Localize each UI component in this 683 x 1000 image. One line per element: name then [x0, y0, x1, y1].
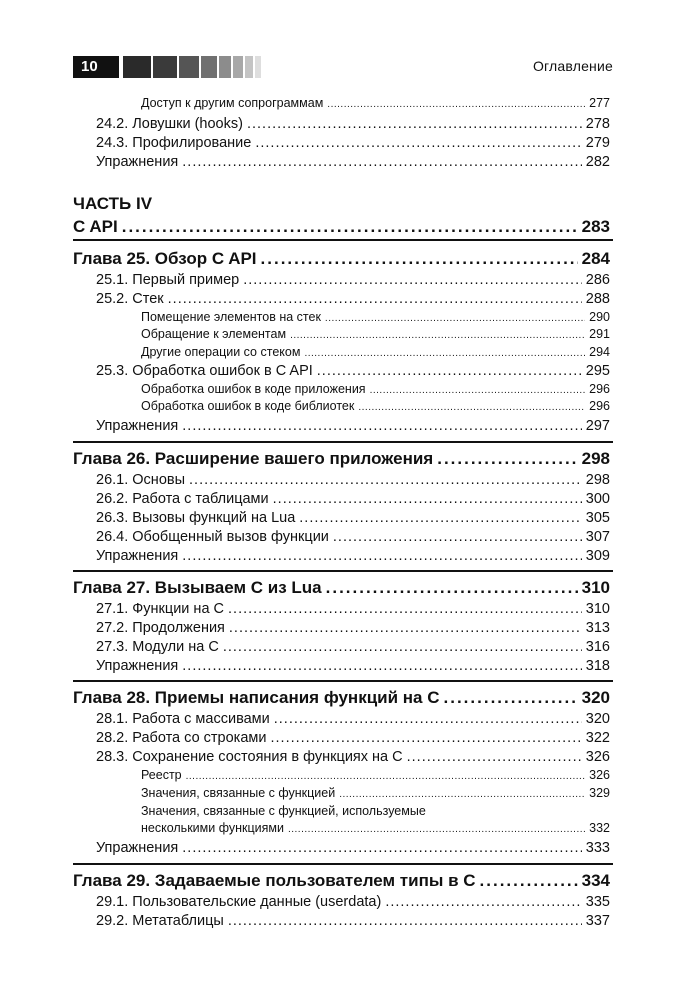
running-title: Оглавление: [532, 58, 613, 74]
toc-entry-title: Значения, связанные с функцией, используемые: [141, 804, 426, 818]
toc-entry-title: 24.2. Ловушки (hooks): [96, 116, 243, 132]
leader-dots: [437, 449, 577, 469]
toc-entry[interactable]: [96, 730, 610, 746]
toc-entry-title: Упражнения: [96, 418, 179, 434]
leader-dots: [290, 327, 585, 341]
toc-entry-title: Значения, связанные с функцией: [141, 786, 336, 800]
leader-dots: [228, 913, 582, 929]
toc-entry-title: 26.4. Обобщенный вызов функции: [96, 529, 329, 545]
divider: [73, 239, 613, 241]
toc-entry-title: 27.3. Модули на C: [96, 639, 219, 655]
divider: [73, 680, 613, 682]
leader-dots: [182, 548, 582, 564]
leader-dots: [182, 658, 582, 674]
leader-dots: [370, 382, 586, 396]
toc-entry[interactable]: [141, 399, 610, 413]
toc-chapter[interactable]: [73, 578, 610, 598]
toc-entry-title: 28.3. Сохранение состояния в функциях на C: [96, 749, 403, 765]
toc-entry-page: 296: [589, 399, 610, 413]
toc-entry-page: 316: [585, 639, 610, 655]
toc-entry-page: 298: [585, 472, 610, 488]
toc-entry-title: Упражнения: [96, 658, 179, 674]
toc-entry-page: 307: [585, 529, 610, 545]
toc-entry-title: 24.3. Профилирование: [96, 135, 252, 151]
leader-dots: [228, 601, 582, 617]
toc-entry-title: Обращение к элементам: [141, 327, 287, 341]
part-label: ЧАСТЬ IV: [73, 194, 153, 213]
toc-entry-title: 28.1. Работа с массивами: [96, 711, 270, 727]
chapter-page: 320: [581, 688, 610, 707]
chapter-page: 298: [581, 449, 610, 468]
leader-dots: [182, 154, 582, 170]
toc-entry-page: 318: [585, 658, 610, 674]
chapter-title: Глава 28. Приемы написания функций на C: [73, 688, 440, 707]
toc-entry-title: 26.1. Основы: [96, 472, 186, 488]
toc-entry-title: 25.1. Первый пример: [96, 272, 240, 288]
divider: [73, 441, 613, 443]
leader-dots: [182, 418, 582, 434]
toc-entry[interactable]: [96, 749, 610, 765]
toc-entry[interactable]: [96, 291, 610, 307]
leader-dots: [223, 639, 582, 655]
leader-dots: [407, 749, 582, 765]
toc-entry-title: Упражнения: [96, 840, 179, 856]
toc-entry[interactable]: [96, 601, 610, 617]
toc-entry-page: 333: [585, 840, 610, 856]
toc-entry[interactable]: [141, 821, 610, 835]
toc-entry[interactable]: [96, 548, 610, 564]
toc-entry[interactable]: [141, 768, 610, 782]
toc-entry[interactable]: [96, 658, 610, 674]
leader-dots: [333, 529, 582, 545]
chapter-title: Глава 29. Задаваемые пользователем типы в C: [73, 871, 476, 890]
header-decoration: [123, 56, 263, 78]
toc-entry-title: 27.1. Функции на C: [96, 601, 225, 617]
toc-entry[interactable]: [96, 840, 610, 856]
toc-entry[interactable]: [141, 96, 610, 110]
toc-entry[interactable]: [141, 327, 610, 341]
toc-entry-page: 291: [589, 327, 610, 341]
toc-entry[interactable]: [96, 620, 610, 636]
toc-entry-page: 329: [589, 786, 610, 800]
toc-entry-page: 320: [585, 711, 610, 727]
chapter-page: 284: [581, 249, 610, 268]
leader-dots: [182, 840, 582, 856]
toc-entry-page: 290: [589, 310, 610, 324]
leader-dots: [385, 894, 581, 910]
leader-dots: [247, 116, 582, 132]
leader-dots: [274, 711, 582, 727]
toc-entry-title: 29.1. Пользовательские данные (userdata): [96, 894, 382, 910]
toc-entry-page: 294: [589, 345, 610, 359]
toc-entry[interactable]: [141, 310, 610, 324]
toc-entry[interactable]: [96, 491, 610, 507]
toc-entry[interactable]: [96, 272, 610, 288]
leader-dots: [229, 620, 582, 636]
toc-entry-page: 332: [589, 821, 610, 835]
toc-entry-title: Помещение элементов на стек: [141, 310, 321, 324]
toc-entry[interactable]: [141, 786, 610, 800]
toc-entry[interactable]: [96, 363, 610, 379]
leader-dots: [168, 291, 582, 307]
leader-dots: [273, 491, 582, 507]
toc-entry-page: 326: [589, 768, 610, 782]
toc-entry-page: 310: [585, 601, 610, 617]
leader-dots: [327, 96, 585, 110]
toc-entry-page: 300: [585, 491, 610, 507]
toc-entry-title: 25.2. Стек: [96, 291, 164, 307]
leader-dots: [325, 310, 585, 324]
toc-entry-title: 26.3. Вызовы функций на Lua: [96, 510, 296, 526]
toc-entry-page: 309: [585, 548, 610, 564]
toc-chapter[interactable]: [73, 449, 610, 469]
toc-entry[interactable]: [141, 804, 610, 818]
leader-dots: [339, 786, 585, 800]
toc-entry-page: 277: [589, 96, 610, 110]
leader-dots: [270, 730, 581, 746]
toc-entry[interactable]: [96, 913, 610, 929]
leader-dots: [444, 688, 578, 708]
leader-dots: [288, 821, 585, 835]
toc-entry-page: 296: [589, 382, 610, 396]
chapter-title: Глава 25. Обзор C API: [73, 249, 257, 268]
toc-entry[interactable]: [96, 711, 610, 727]
toc-chapter[interactable]: [73, 249, 610, 269]
leader-dots: [186, 768, 586, 782]
leader-dots: [261, 249, 578, 269]
toc-entry-page: 313: [585, 620, 610, 636]
toc-entry[interactable]: [141, 345, 610, 359]
divider: [73, 570, 613, 572]
toc-entry[interactable]: [96, 116, 610, 132]
page-number: 10: [73, 56, 119, 78]
leader-dots: [189, 472, 582, 488]
toc-entry-page: 297: [585, 418, 610, 434]
toc-entry-title: Реестр: [141, 768, 182, 782]
toc-entry[interactable]: [96, 529, 610, 545]
leader-dots: [358, 399, 585, 413]
leader-dots: [255, 135, 581, 151]
toc-entry-title: Упражнения: [96, 548, 179, 564]
toc-entry-title: Упражнения: [96, 154, 179, 170]
toc-entry-page: 288: [585, 291, 610, 307]
page-header: [73, 56, 613, 78]
toc-entry[interactable]: [96, 510, 610, 526]
toc-entry-title: 26.2. Работа с таблицами: [96, 491, 269, 507]
part-title: C API: [73, 217, 118, 236]
toc-chapter[interactable]: [73, 688, 610, 708]
toc-entry[interactable]: [96, 472, 610, 488]
leader-dots: [299, 510, 582, 526]
toc-entry-title: Доступ к другим сопрограммам: [141, 96, 324, 110]
toc-entry-page: 278: [585, 116, 610, 132]
part-page: 283: [581, 217, 610, 236]
toc-entry[interactable]: [141, 382, 610, 396]
toc-entry[interactable]: [96, 418, 610, 434]
divider: [73, 863, 613, 865]
toc-entry-title: Другие операции со стеком: [141, 345, 301, 359]
leader-dots: [317, 363, 582, 379]
leader-dots: [304, 345, 585, 359]
toc-entry[interactable]: [96, 135, 610, 151]
toc-entry-page: 335: [585, 894, 610, 910]
toc-entry[interactable]: [96, 894, 610, 910]
leader-dots: [122, 217, 578, 237]
toc-entry[interactable]: [96, 639, 610, 655]
toc-entry-title: 28.2. Работа со строками: [96, 730, 267, 746]
leader-dots: [480, 871, 578, 891]
toc-entry-page: 337: [585, 913, 610, 929]
toc-entry-title: несколькими функциями: [141, 821, 284, 835]
toc-entry-page: 322: [585, 730, 610, 746]
toc-entry-page: 305: [585, 510, 610, 526]
toc-entry-title: Обработка ошибок в коде библиотек: [141, 399, 355, 413]
toc-entry-page: 282: [585, 154, 610, 170]
leader-dots: [243, 272, 582, 288]
toc-entry-title: 25.3. Обработка ошибок в C API: [96, 363, 313, 379]
toc-entry-title: 29.2. Метатаблицы: [96, 913, 224, 929]
toc-chapter[interactable]: [73, 871, 610, 891]
toc-entry-page: 295: [585, 363, 610, 379]
toc-entry[interactable]: [96, 154, 610, 170]
chapter-title: Глава 26. Расширение вашего приложения: [73, 449, 434, 468]
leader-dots: [326, 578, 578, 598]
toc-entry-page: 279: [585, 135, 610, 151]
chapter-page: 334: [581, 871, 610, 890]
toc-entry-title: Обработка ошибок в коде приложения: [141, 382, 366, 396]
toc-entry-page: 326: [585, 749, 610, 765]
toc-entry-title: 27.2. Продолжения: [96, 620, 225, 636]
toc-part[interactable]: [73, 217, 610, 237]
chapter-title: Глава 27. Вызываем C из Lua: [73, 578, 322, 597]
chapter-page: 310: [581, 578, 610, 597]
toc-entry-page: 286: [585, 272, 610, 288]
